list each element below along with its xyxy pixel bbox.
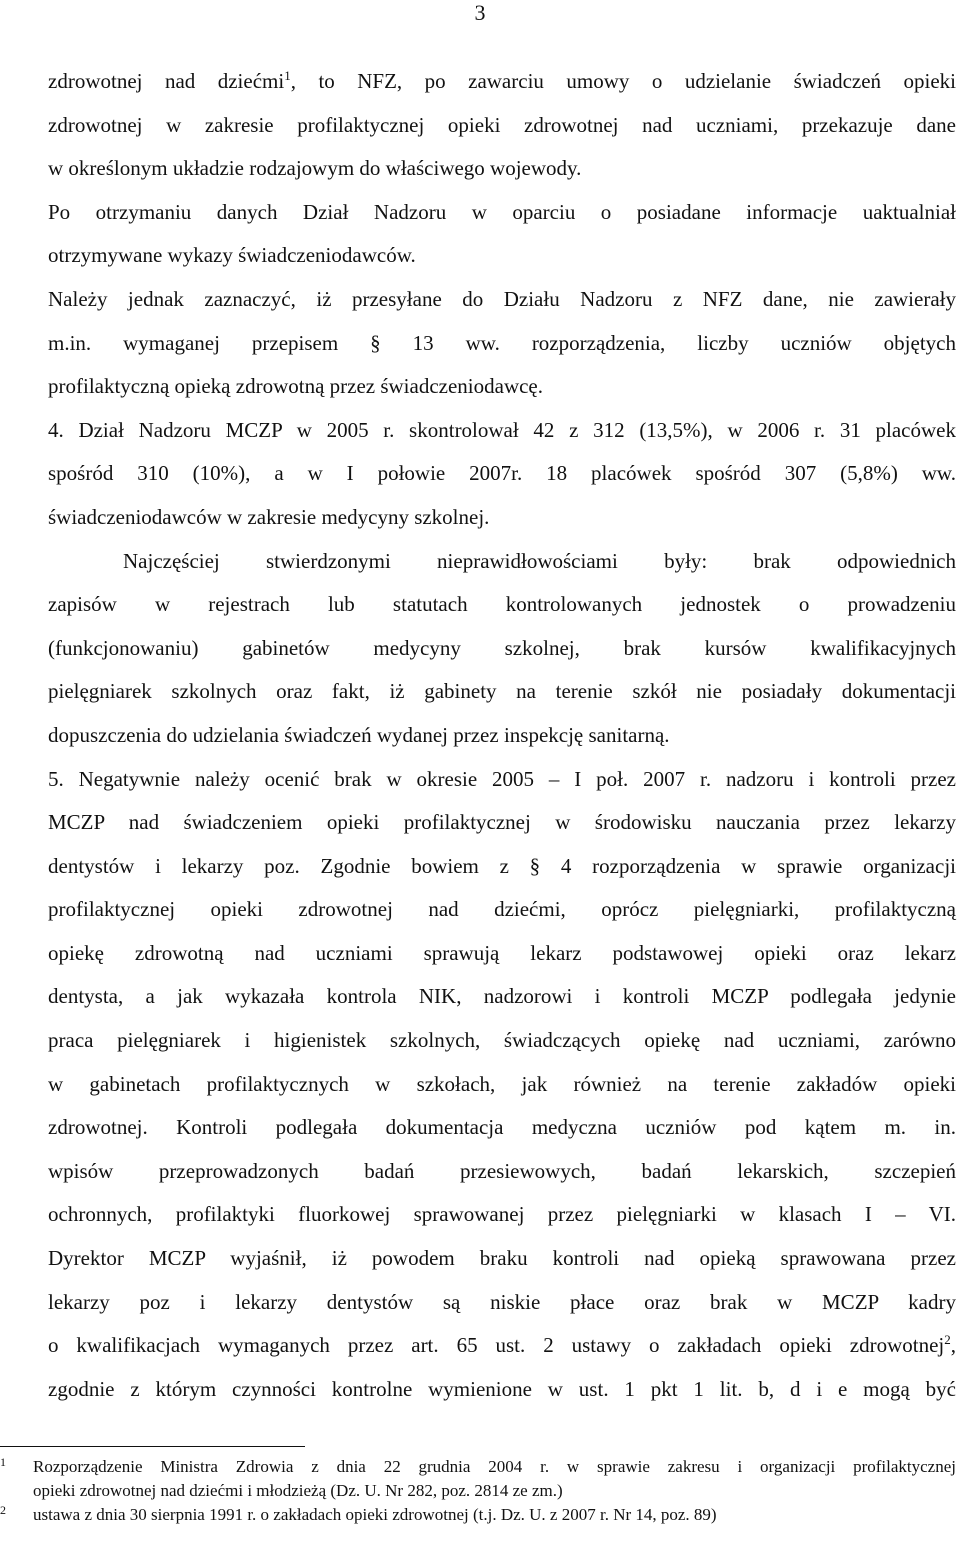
text-line: w określonym układzie rodzajowym do właściwego wojewody. [48, 156, 582, 181]
footnote-mark: 2 [0, 1503, 6, 1517]
footnote-2 [0, 1503, 956, 1527]
text-line: (funkcjonowaniu) gabinetów medycyny szkolnej, brak kursów kwalifikacyjnych [48, 635, 956, 660]
text-line: otrzymywane wykazy świadczeniodawców. [48, 243, 416, 268]
text-line: Po otrzymaniu danych Dział Nadzoru w oparciu o posiadane informacje uaktualniał [48, 199, 956, 224]
footnote-1 [0, 1455, 956, 1503]
body-text [48, 60, 956, 1411]
text-line: spośród 310 (10%), a w I połowie 2007r. 18 placówek spośród 307 (5,8%) ww. [48, 461, 956, 486]
text-line: pielęgniarek szkolnych oraz fakt, iż gabinety na terenie szkół nie posiadały dokumentacji [48, 679, 956, 704]
list-item-5: 5. Negatywnie należy ocenić brak w okresie 2005 – I poł. 2007 r. nadzoru i kontroli przez [48, 766, 956, 791]
footnote-separator [0, 1446, 305, 1447]
page-number: 3 [474, 0, 486, 25]
text-line: opiekę zdrowotną nad uczniami sprawują lekarz podstawowej opieki oraz lekarz [48, 940, 956, 965]
footnote-text: Rozporządzenie Ministra Zdrowia z dnia 22 grudnia 2004 r. w sprawie zakresu i organizacji profilaktycznej [33, 1457, 956, 1476]
text-line: Dyrektor MCZP wyjaśnił, iż powodem braku kontroli nad opieką sprawowana przez [48, 1246, 956, 1271]
list-item-4: 4. Dział Nadzoru MCZP w 2005 r. skontrolował 42 z 312 (13,5%), w 2006 r. 31 placówek [48, 417, 956, 442]
footnote-text: ustawa z dnia 30 sierpnia 1991 r. o zakładach opieki zdrowotnej (t.j. Dz. U. z 2007 r. Nr 14, poz. 89) [33, 1505, 717, 1524]
footnote-ref-2[interactable]: 2 [944, 1332, 951, 1348]
text-line: zdrowotnej w zakresie profilaktycznej opieki zdrowotnej nad uczniami, przekazuje dane [48, 112, 956, 137]
text-line: dentysta, a jak wykazała kontrola NIK, nadzorowi i kontroli MCZP podlegała jedynie [48, 984, 956, 1009]
text-line: m.in. wymaganej przepisem § 13 ww. rozporządzenia, liczby uczniów objętych [48, 330, 956, 355]
text-line: o kwalifikacjach wymaganych przez art. 65 ust. 2 ustawy o zakładach opieki zdrowotnej$^2$, [48, 1332, 956, 1358]
text-line: zdrowotnej. Kontroli podlegała dokumentacja medyczna uczniów pod kątem m. in. [48, 1115, 956, 1140]
text-line: zapisów w rejestrach lub statutach kontrolowanych jednostek o prowadzeniu [48, 592, 956, 617]
footnotes [0, 1455, 956, 1527]
text-line: w gabinetach profilaktycznych w szkołach, jak również na terenie zakładów opieki [48, 1071, 956, 1096]
text-line: świadczeniodawców w zakresie medycyny szkolnej. [48, 504, 490, 529]
footnote-mark: 1 [0, 1455, 6, 1469]
text-line: ochronnych, profilaktyki fluorkowej sprawowanej przez pielęgniarki w klasach I – VI. [48, 1202, 956, 1227]
text-line: Należy jednak zaznaczyć, iż przesyłane do Działu Nadzoru z NFZ dane, nie zawierały [48, 286, 956, 311]
footnote-text: opieki zdrowotnej nad dziećmi i młodzieżą (Dz. U. Nr 282, poz. 2814 ze zm.) [33, 1481, 563, 1500]
text-line: dentystów i lekarzy poz. Zgodnie bowiem z § 4 rozporządzenia w sprawie organizacji [48, 853, 956, 878]
text-line: praca pielęgniarek i higienistek szkolnych, świadczących opiekę nad uczniami, zarówno [48, 1028, 956, 1053]
text-line: MCZP nad świadczeniem opieki profilaktycznej w środowisku nauczania przez lekarzy [48, 810, 956, 835]
text-line: profilaktycznej opieki zdrowotnej nad dziećmi, oprócz pielęgniarki, profilaktyczną [48, 897, 956, 922]
footnote-ref-1[interactable]: 1 [284, 68, 291, 83]
text-line: profilaktyczną opieką zdrowotną przez świadczeniodawcę. [48, 374, 544, 399]
text-line: lekarzy poz i lekarzy dentystów są niskie płace oraz brak w MCZP kadry [48, 1289, 956, 1314]
text-line: zdrowotnej nad dziećmi$^1$, to NFZ, po zawarciu umowy o udzielanie świadczeń opieki [48, 68, 957, 93]
text-line: Najczęściej stwierdzonymi nieprawidłowościami były: brak odpowiednich [123, 548, 956, 573]
text-line: zgodnie z którym czynności kontrolne wymienione w ust. 1 pkt 1 lit. b, d i e mogą być [48, 1376, 956, 1401]
text-line: wpisów przeprowadzonych badań przesiewowych, badań lekarskich, szczepień [48, 1158, 956, 1183]
text-line: dopuszczenia do udzielania świadczeń wydanej przez inspekcję sanitarną. [48, 722, 670, 747]
